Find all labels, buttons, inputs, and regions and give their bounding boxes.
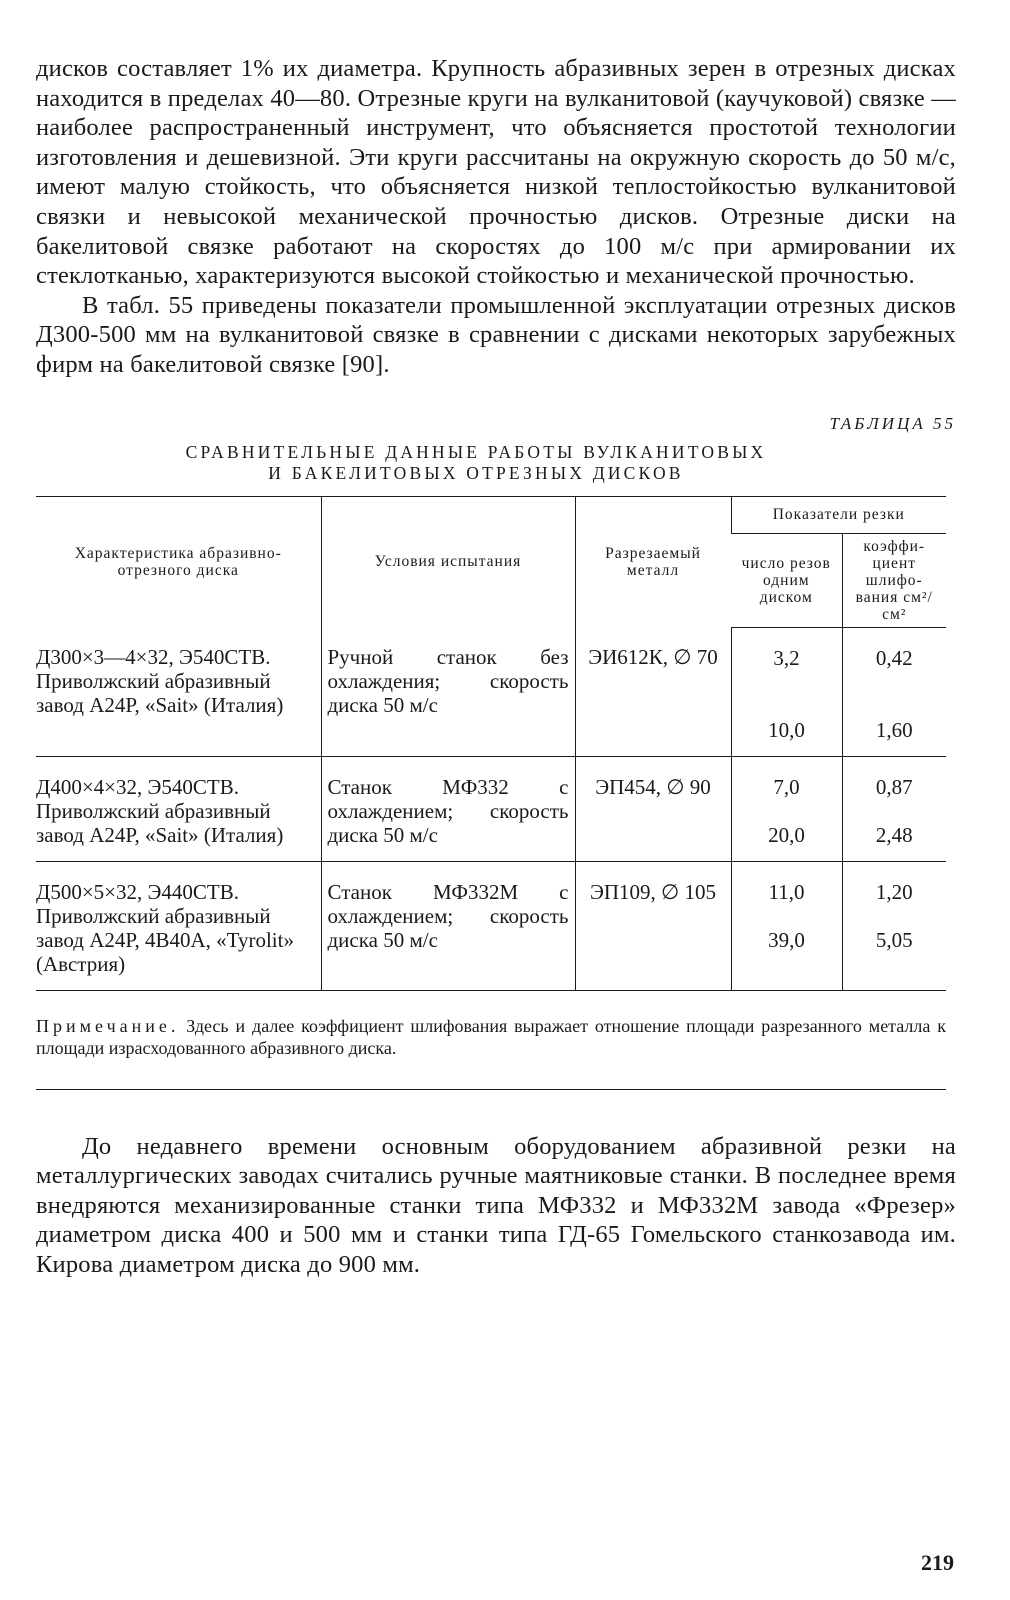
value-cuts-2: 39,0 — [768, 927, 805, 952]
cell-conditions: Ручной станок без охлаждения; скорость диска 50 м/с — [321, 627, 575, 756]
comparison-table — [36, 496, 946, 991]
header-characteristic: Характеристика абразивно-отрезного диска — [74, 544, 282, 579]
cell-coef — [842, 861, 946, 990]
table-row — [36, 627, 946, 756]
value-cuts-2: 10,0 — [768, 717, 805, 742]
cell-characteristic: Д400×4×32, Э540СТВ. Приволжский абразивный завод А24Р, «Sait» (Италия) — [36, 756, 321, 861]
cell-conditions: Станок МФ332М с охлаждением; скорость диска 50 м/с — [321, 861, 575, 990]
paragraph-2: В табл. 55 приведены показатели промышленной эксплуатации отрезных дисков Д300-500 мм на вулканитовой связке в сравнении с дисками некоторых зарубежных фирм на бакелитовой связке [90]. — [36, 291, 956, 378]
value-cuts-1: 11,0 — [768, 879, 805, 904]
table-row — [36, 756, 946, 861]
cell-cuts — [731, 861, 842, 990]
value-coef-1: 1,20 — [875, 879, 913, 904]
cell-characteristic: Д500×5×32, Э440СТВ. Приволжский абразивный завод А24Р, 4В40А, «Tyrolit» (Австрия) — [36, 861, 321, 990]
value-coef-1: 0,42 — [875, 645, 913, 670]
value-cuts-2: 20,0 — [768, 822, 805, 847]
cell-metal: ЭП109, ∅ 105 — [575, 861, 731, 990]
header-grinding-coefficient: коэффи- циент шлифо- вания см²/см² — [842, 533, 946, 627]
table-title-line-1: СРАВНИТЕЛЬНЫЕ ДАННЫЕ РАБОТЫ ВУЛКАНИТОВЫХ — [185, 441, 767, 462]
value-coef-2: 5,05 — [875, 927, 913, 952]
note-label: Примечание. — [36, 1015, 180, 1036]
divider — [36, 1089, 946, 1090]
cell-cuts — [731, 756, 842, 861]
table-row — [36, 861, 946, 990]
paragraph-1: дисков составляет 1% их диаметра. Крупность абразивных зерен в отрезных дисках находится в пределах 40—80. Отрезные круги на вулканитовой (каучуковой) связке — наиболее распространенный инструмент, что объясняется простотой технологии изготовления и дешевизной. Эти круги рассчитаны на окружную скорость до 50 м/с, имеют малую стойкость, что объясняется низкой теплостойкостью вулканитовой связки и невысокой механической прочностью дисков. Отрезные диски на бакелитовой связке работают на скоростях до 100 м/с при армировании их стеклотканью, характеризуются высокой стойкостью и механической прочностью. — [36, 55, 956, 290]
cell-characteristic: Д300×3—4×32, Э540СТВ. Приволжский абразивный завод А24Р, «Sait» (Италия) — [36, 645, 284, 718]
header-cuts-per-disc: число резов одним диском — [731, 533, 842, 627]
cell-conditions: Станок МФ332 с охлаждением; скорость диска 50 м/с — [321, 756, 575, 861]
cell-cuts — [731, 627, 842, 756]
page-number: 219 — [921, 1550, 954, 1575]
table-note — [36, 1015, 956, 1059]
value-cuts-1: 7,0 — [773, 774, 800, 799]
table-title — [36, 442, 956, 484]
header-metal: Разрезаемый металл — [575, 496, 731, 627]
value-cuts-1: 3,2 — [773, 645, 800, 670]
page-content — [36, 54, 956, 1280]
value-coef-2: 2,48 — [875, 822, 913, 847]
cell-metal: ЭИ612К, ∅ 70 — [575, 627, 731, 756]
table-number: ТАБЛИЦА 55 — [829, 413, 956, 433]
note-text: Здесь и далее коэффициент шлифования выражает отношение площади разрезанного металла к площади израсходованного абразивного диска. — [36, 1015, 946, 1058]
value-coef-2: 1,60 — [875, 717, 913, 742]
paragraph-3: До недавнего времени основным оборудованием абразивной резки на металлургических заводах считались ручные маятниковые станки. В последнее время внедряются механизированные станки типа МФ332 и МФ332М завода «Фрезер» диаметром диска 400 и 500 мм и станки типа ГД-65 Гомельского станкозавода им. Кирова диаметром диска до 900 мм. — [36, 1132, 956, 1278]
cell-coef — [842, 627, 946, 756]
cell-coef — [842, 756, 946, 861]
value-coef-1: 0,87 — [875, 774, 913, 799]
header-conditions: Условия испытания — [321, 496, 575, 627]
header-cut-indicators: Показатели резки — [731, 496, 946, 533]
cell-metal: ЭП454, ∅ 90 — [575, 756, 731, 861]
table-title-line-2: И БАКЕЛИТОВЫХ ОТРЕЗНЫХ ДИСКОВ — [268, 462, 684, 483]
